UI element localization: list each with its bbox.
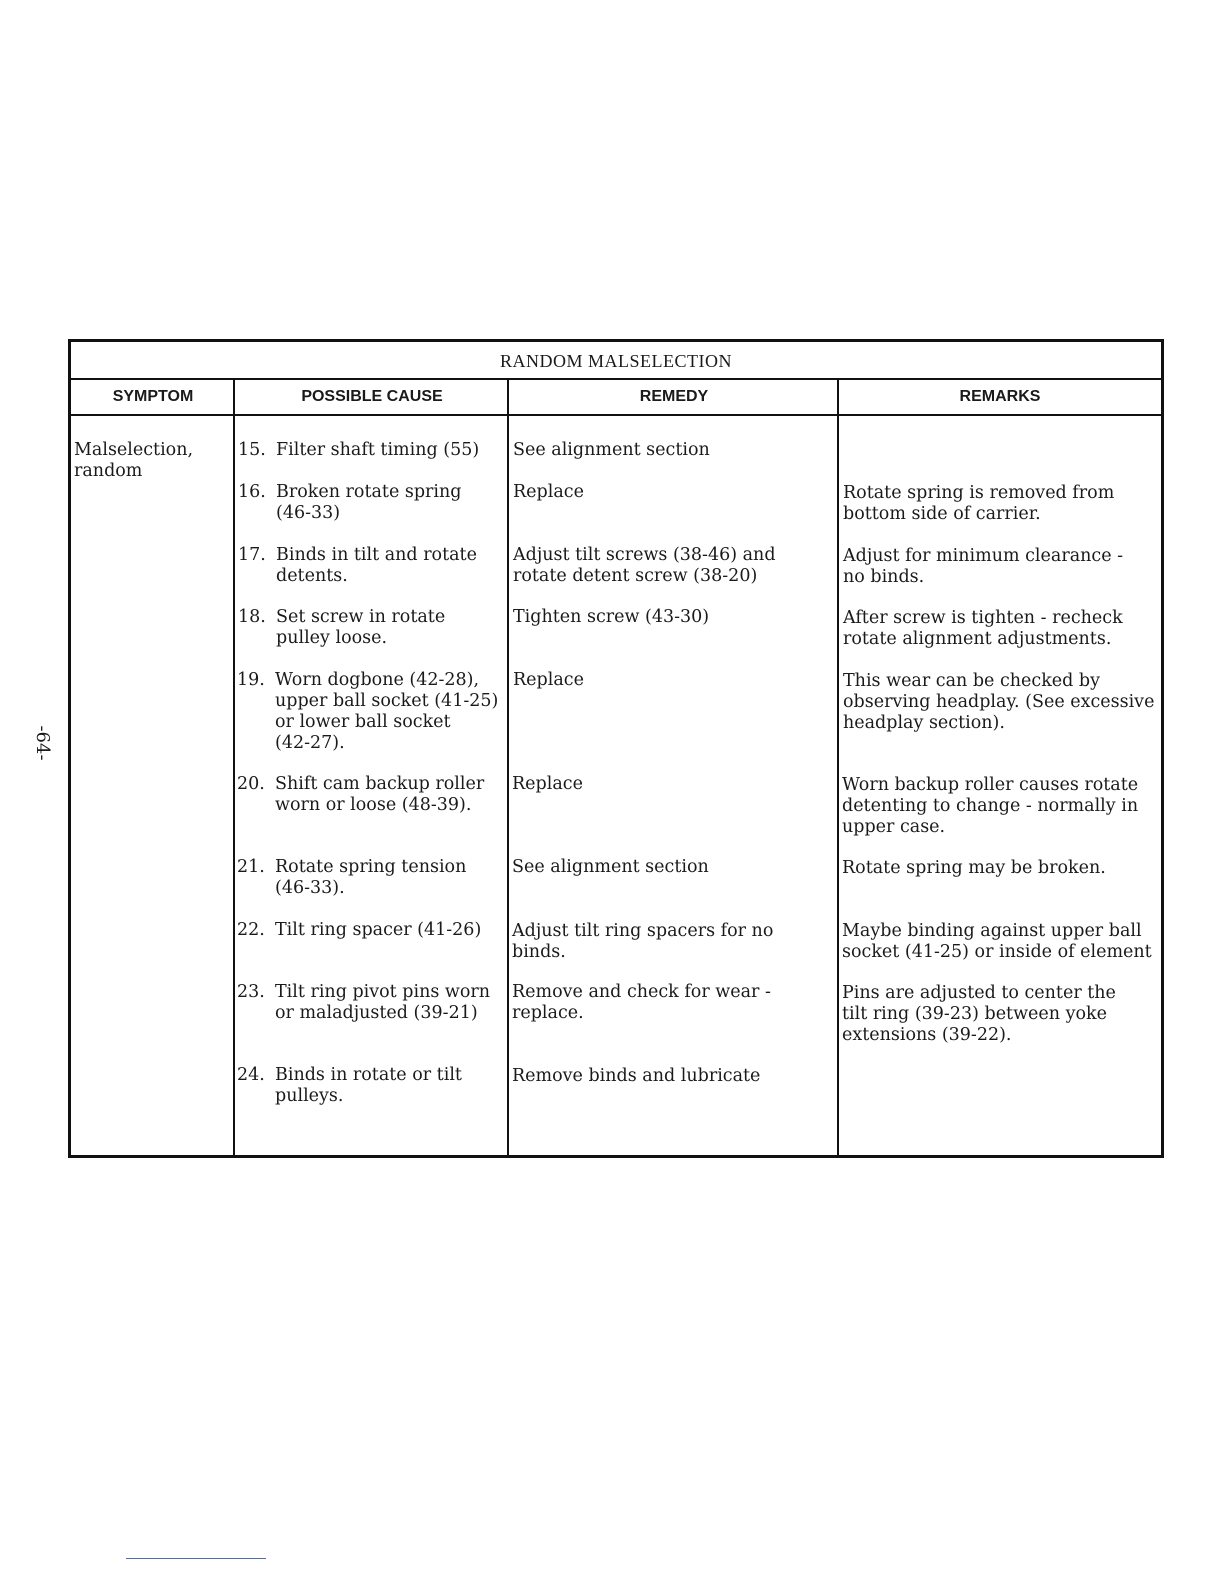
row-24-number: 24. — [237, 1065, 265, 1085]
symptom-cell: Malselection, random — [74, 440, 194, 481]
table-title: RANDOM MALSELECTION — [71, 342, 1161, 380]
footer-rule — [126, 1558, 266, 1559]
row-21-number: 21. — [237, 857, 265, 877]
row-15-remedy: See alignment section — [513, 440, 710, 460]
header-symptom: SYMPTOM — [112, 388, 194, 405]
row-17-cause: Binds in tilt and rotate detents. — [276, 545, 477, 586]
row-20-number: 20. — [237, 774, 265, 794]
row-19-number: 19. — [237, 670, 265, 690]
row-18-remedy: Tighten screw (43-30) — [513, 607, 710, 627]
row-24-cause: Binds in rotate or tilt pulleys. — [275, 1065, 462, 1106]
row-24-remedy: Remove binds and lubricate — [512, 1066, 761, 1086]
row-17-remarks: Adjust for minimum clearance - no binds. — [843, 546, 1124, 587]
row-21-cause: Rotate spring tension (46-33). — [275, 857, 467, 898]
row-16-cause: Broken rotate spring (46-33) — [276, 482, 462, 523]
row-16-remedy: Replace — [513, 482, 584, 502]
row-16-number: 16. — [238, 482, 266, 502]
row-17-number: 17. — [238, 545, 266, 565]
row-15-cause: Filter shaft timing (55) — [276, 440, 480, 460]
row-17-remedy: Adjust tilt screws (38-46) and rotate detent screw (38-20) — [513, 545, 776, 586]
row-20-remarks: Worn backup roller causes rotate detenting to change - normally in upper case. — [842, 775, 1139, 837]
row-18-number: 18. — [238, 607, 266, 627]
row-23-cause: Tilt ring pivot pins worn or maladjusted (39-21) — [275, 982, 491, 1023]
column-divider-3 — [837, 380, 839, 1155]
column-divider-1 — [233, 380, 235, 1155]
row-21-remedy: See alignment section — [512, 857, 709, 877]
row-20-cause: Shift cam backup roller worn or loose (48-39). — [275, 774, 485, 815]
header-remarks: REMARKS — [959, 388, 1041, 405]
row-23-remedy: Remove and check for wear - replace. — [512, 982, 771, 1023]
row-22-number: 22. — [237, 920, 265, 940]
header-possible-cause: POSSIBLE CAUSE — [301, 388, 443, 405]
row-18-remarks: After screw is tighten - recheck rotate alignment adjustments. — [843, 608, 1123, 649]
row-23-number: 23. — [237, 982, 265, 1002]
row-22-remarks: Maybe binding against upper ball socket (41-25) or inside of element — [842, 921, 1152, 962]
row-21-remarks: Rotate spring may be broken. — [842, 858, 1106, 878]
column-divider-2 — [507, 380, 509, 1155]
row-18-cause: Set screw in rotate pulley loose. — [276, 607, 446, 648]
page-number: -64- — [32, 725, 53, 761]
malselection-table — [68, 339, 1164, 1158]
row-20-remedy: Replace — [512, 774, 583, 794]
row-16-remarks: Rotate spring is removed from bottom side of carrier. — [843, 483, 1115, 524]
row-22-remedy: Adjust tilt ring spacers for no binds. — [512, 921, 774, 962]
row-19-remedy: Replace — [513, 670, 584, 690]
row-19-remarks: This wear can be checked by observing headplay. (See excessive headplay section). — [843, 671, 1155, 733]
row-15-number: 15. — [238, 440, 266, 460]
row-23-remarks: Pins are adjusted to center the tilt ring (39-23) between yoke extensions (39-22). — [842, 983, 1116, 1045]
row-22-cause: Tilt ring spacer (41-26) — [275, 920, 482, 940]
row-19-cause: Worn dogbone (42-28), upper ball socket (41-25) or lower ball socket (42-27). — [275, 670, 499, 753]
header-remedy: REMEDY — [639, 388, 709, 405]
